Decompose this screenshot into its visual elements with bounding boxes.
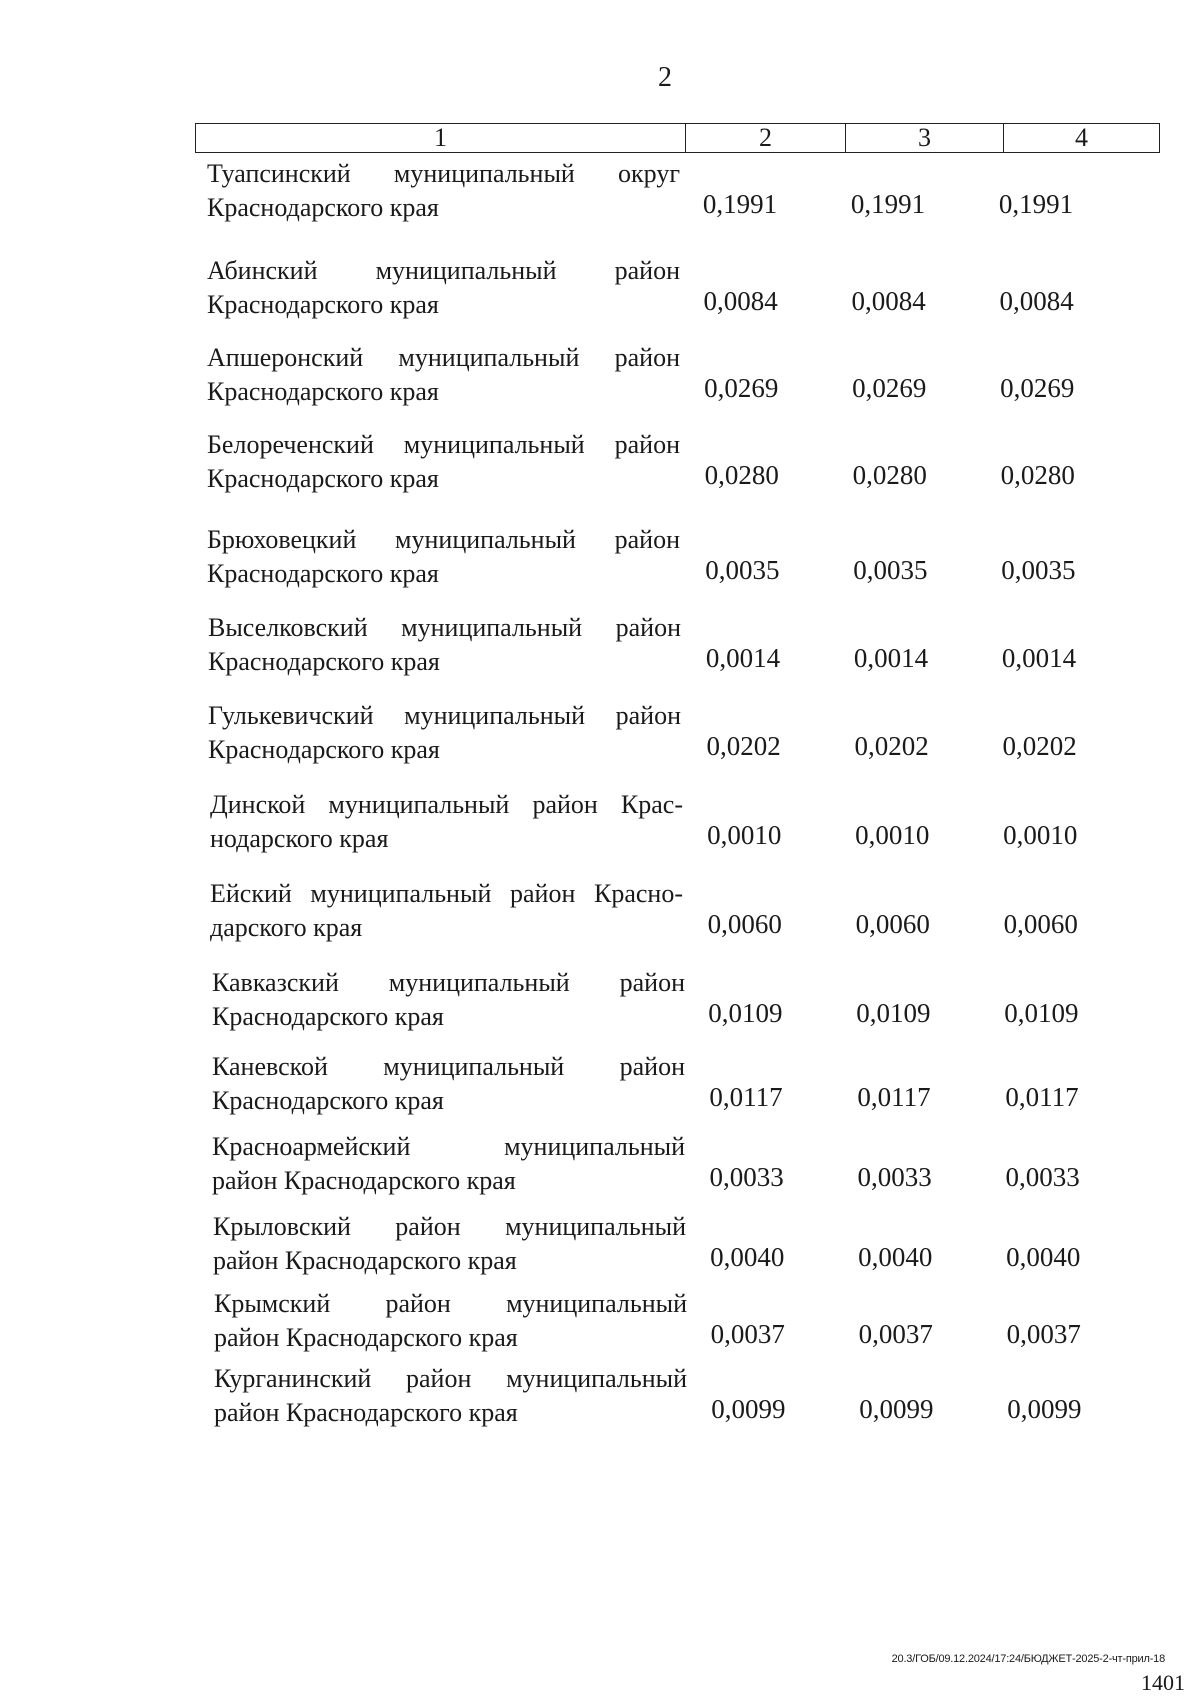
value-col-2: 0,0033 [709,1162,784,1192]
municipality-name [212,1130,685,1198]
municipality-name [207,341,680,409]
value-col-3: 0,0033 [857,1162,932,1192]
value-col-4: 0,0040 [1006,1242,1081,1272]
value-col-2: 0,0280 [704,460,779,490]
value-col-4: 0,0117 [1005,1082,1079,1112]
value-col-3: 0,0202 [854,731,929,761]
value-col-2: 0,0035 [705,555,780,585]
value-col-3: 0,0035 [853,555,928,585]
municipality-name [214,1362,687,1430]
municipality-name [212,1050,685,1118]
municipality-name-line-1: Курганинский район муниципальный [214,1364,687,1393]
value-col-2: 0,0040 [710,1242,785,1272]
municipality-name [207,157,680,225]
value-col-2: 0,0060 [707,909,782,939]
value-col-2: 0,0269 [704,373,779,403]
value-col-2: 0,0014 [705,643,781,673]
value-col-3: 0,0109 [856,998,931,1028]
municipality-name-line-1: Брюховецкий муниципальный район [207,525,680,554]
municipality-name-line-2: район Краснодарского края [214,1323,518,1352]
municipality-name-line-2: Краснодарского края [207,559,439,588]
municipality-name [213,1210,686,1278]
municipality-name-line-2: Краснодарского края [208,647,440,676]
sheet-number: 1401 [1141,1670,1185,1695]
value-col-4: 0,0037 [1006,1319,1081,1349]
value-col-4: 0,0099 [1007,1394,1082,1424]
value-col-4: 0,0035 [1001,555,1076,585]
value-col-4: 0,0109 [1004,998,1079,1028]
municipality-name-line-1: Кавказский муниципальный район [212,968,685,997]
municipality-name-line-2: Краснодарского края [207,193,439,222]
value-col-3: 0,0084 [851,286,926,316]
value-col-3: 0,0269 [852,373,927,403]
municipality-name-line-1: Выселковский муниципальный район [208,613,681,642]
header-col-4: 4 [1075,123,1088,152]
municipality-name-line-1: Каневской муниципальный район [212,1052,685,1081]
header-col-2: 2 [686,124,846,152]
document-code: 20.3/ГОБ/09.12.2024/17:24/БЮДЖЕТ-2025-2-чт-прил-18 [891,1653,1165,1665]
header-col-3: 3 [846,124,1004,152]
value-col-4: 0,0280 [1000,460,1075,490]
municipality-name [214,1287,687,1355]
value-col-3: 0,1991 [850,189,926,219]
value-col-2: 0,0084 [703,286,778,316]
value-col-2: 0,0202 [706,731,781,761]
municipality-name-line-1: Ейский муниципальный район Красно- [210,879,683,908]
value-col-3: 0,0117 [857,1082,931,1112]
municipality-name [208,611,681,679]
value-col-2: 0,0037 [710,1319,785,1349]
value-col-3: 0,0099 [859,1394,934,1424]
header-col-1: 1 [196,124,686,152]
value-col-2: 0,0109 [708,998,783,1028]
value-col-2: 0,0117 [709,1082,783,1112]
municipality-name-line-2: Краснодарского края [207,464,439,493]
municipality-name [208,699,681,767]
municipality-name-line-1: Абинский муниципальный район [207,256,680,285]
value-col-2: 0,0099 [711,1394,786,1424]
value-col-4: 0,0084 [999,286,1074,316]
value-col-3: 0,0037 [858,1319,933,1349]
municipality-name-line-1: Крымский район муниципальный [214,1289,687,1318]
value-col-2: 0,1991 [702,189,778,219]
municipality-name-line-1: Гулькевичский муниципальный район [208,701,681,730]
value-col-3: 0,0010 [855,820,930,850]
municipality-name [210,788,683,856]
table-header-row [195,123,1160,153]
municipality-name-line-2: Краснодарского края [207,377,439,406]
municipality-name [212,966,685,1034]
value-col-4: 0,0060 [1003,909,1078,939]
municipality-name-line-2: Краснодарского края [207,290,439,319]
municipality-name [210,877,683,945]
value-col-3: 0,0060 [855,909,930,939]
municipality-name [207,428,680,496]
value-col-3: 0,0280 [852,460,927,490]
municipality-name-line-1: Красноармейский муниципальный [212,1132,685,1161]
municipality-name-line-1: Крыловский район муниципальный [213,1212,686,1241]
municipality-name-line-1: Динской муниципальный район Крас- [210,790,683,819]
page-number: 2 [658,62,672,93]
municipality-name-line-2: район Краснодарского края [212,1166,516,1195]
municipality-name [207,523,680,591]
value-col-3: 0,0040 [858,1242,933,1272]
municipality-name-line-2: Краснодарского края [212,1086,444,1115]
municipality-name-line-2: Краснодарского края [212,1002,444,1031]
municipality-name-line-2: район Краснодарского края [213,1246,517,1275]
value-col-3: 0,0014 [853,643,929,673]
municipality-name-line-2: дарского края [210,913,363,942]
value-col-4: 0,0269 [1000,373,1075,403]
value-col-4: 0,1991 [998,189,1074,219]
municipality-name-line-2: район Краснодарского края [214,1398,518,1427]
municipality-name-line-1: Туапсинский муниципальный округ [207,159,680,188]
value-col-4: 0,0014 [1001,643,1077,673]
value-col-4: 0,0010 [1003,820,1078,850]
municipality-name [207,254,680,322]
municipality-name-line-2: нодарского края [210,824,389,853]
municipality-name-line-1: Белореченский муниципальный район [207,430,680,459]
value-col-2: 0,0010 [707,820,782,850]
municipality-name-line-2: Краснодарского края [208,735,440,764]
value-col-4: 0,0033 [1005,1162,1080,1192]
municipality-name-line-1: Апшеронский муниципальный район [207,343,680,372]
value-col-4: 0,0202 [1002,731,1077,761]
